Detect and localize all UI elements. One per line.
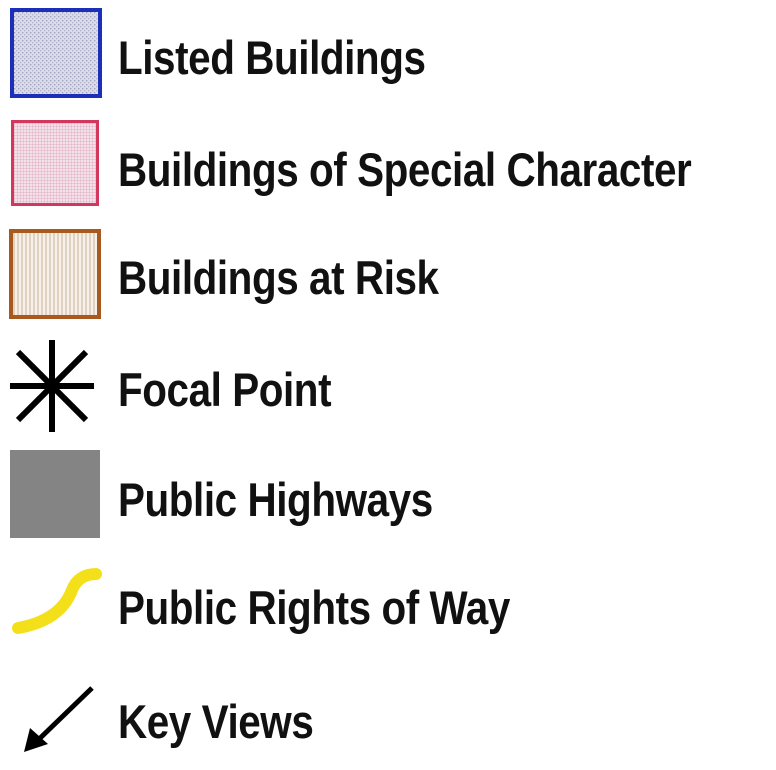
legend-label-public-rights-of-way: Public Rights of Way xyxy=(118,581,510,634)
special-character-swatch-icon xyxy=(11,120,99,206)
legend-item-public-highways xyxy=(0,440,776,550)
legend-item-listed-buildings xyxy=(0,0,776,110)
legend-item-focal-point xyxy=(0,330,776,440)
legend-label-buildings-of-special-character: Buildings of Special Character xyxy=(118,143,692,196)
key-views-arrow-icon xyxy=(18,682,98,754)
legend-label-focal-point: Focal Point xyxy=(118,363,332,416)
focal-point-asterisk-icon xyxy=(6,338,98,434)
legend-label-key-views: Key Views xyxy=(118,695,314,748)
buildings-at-risk-swatch-icon xyxy=(9,229,101,319)
legend-item-public-rights-of-way xyxy=(0,550,776,660)
public-highways-swatch-icon xyxy=(10,450,100,538)
legend-item-buildings-at-risk xyxy=(0,220,776,330)
legend-item-buildings-of-special-character xyxy=(0,110,776,220)
legend-label-public-highways: Public Highways xyxy=(118,473,433,526)
public-rights-of-way-line-icon xyxy=(8,564,104,640)
listed-buildings-swatch-icon xyxy=(10,8,102,98)
legend-label-buildings-at-risk: Buildings at Risk xyxy=(118,251,439,304)
legend-label-listed-buildings: Listed Buildings xyxy=(118,31,426,84)
